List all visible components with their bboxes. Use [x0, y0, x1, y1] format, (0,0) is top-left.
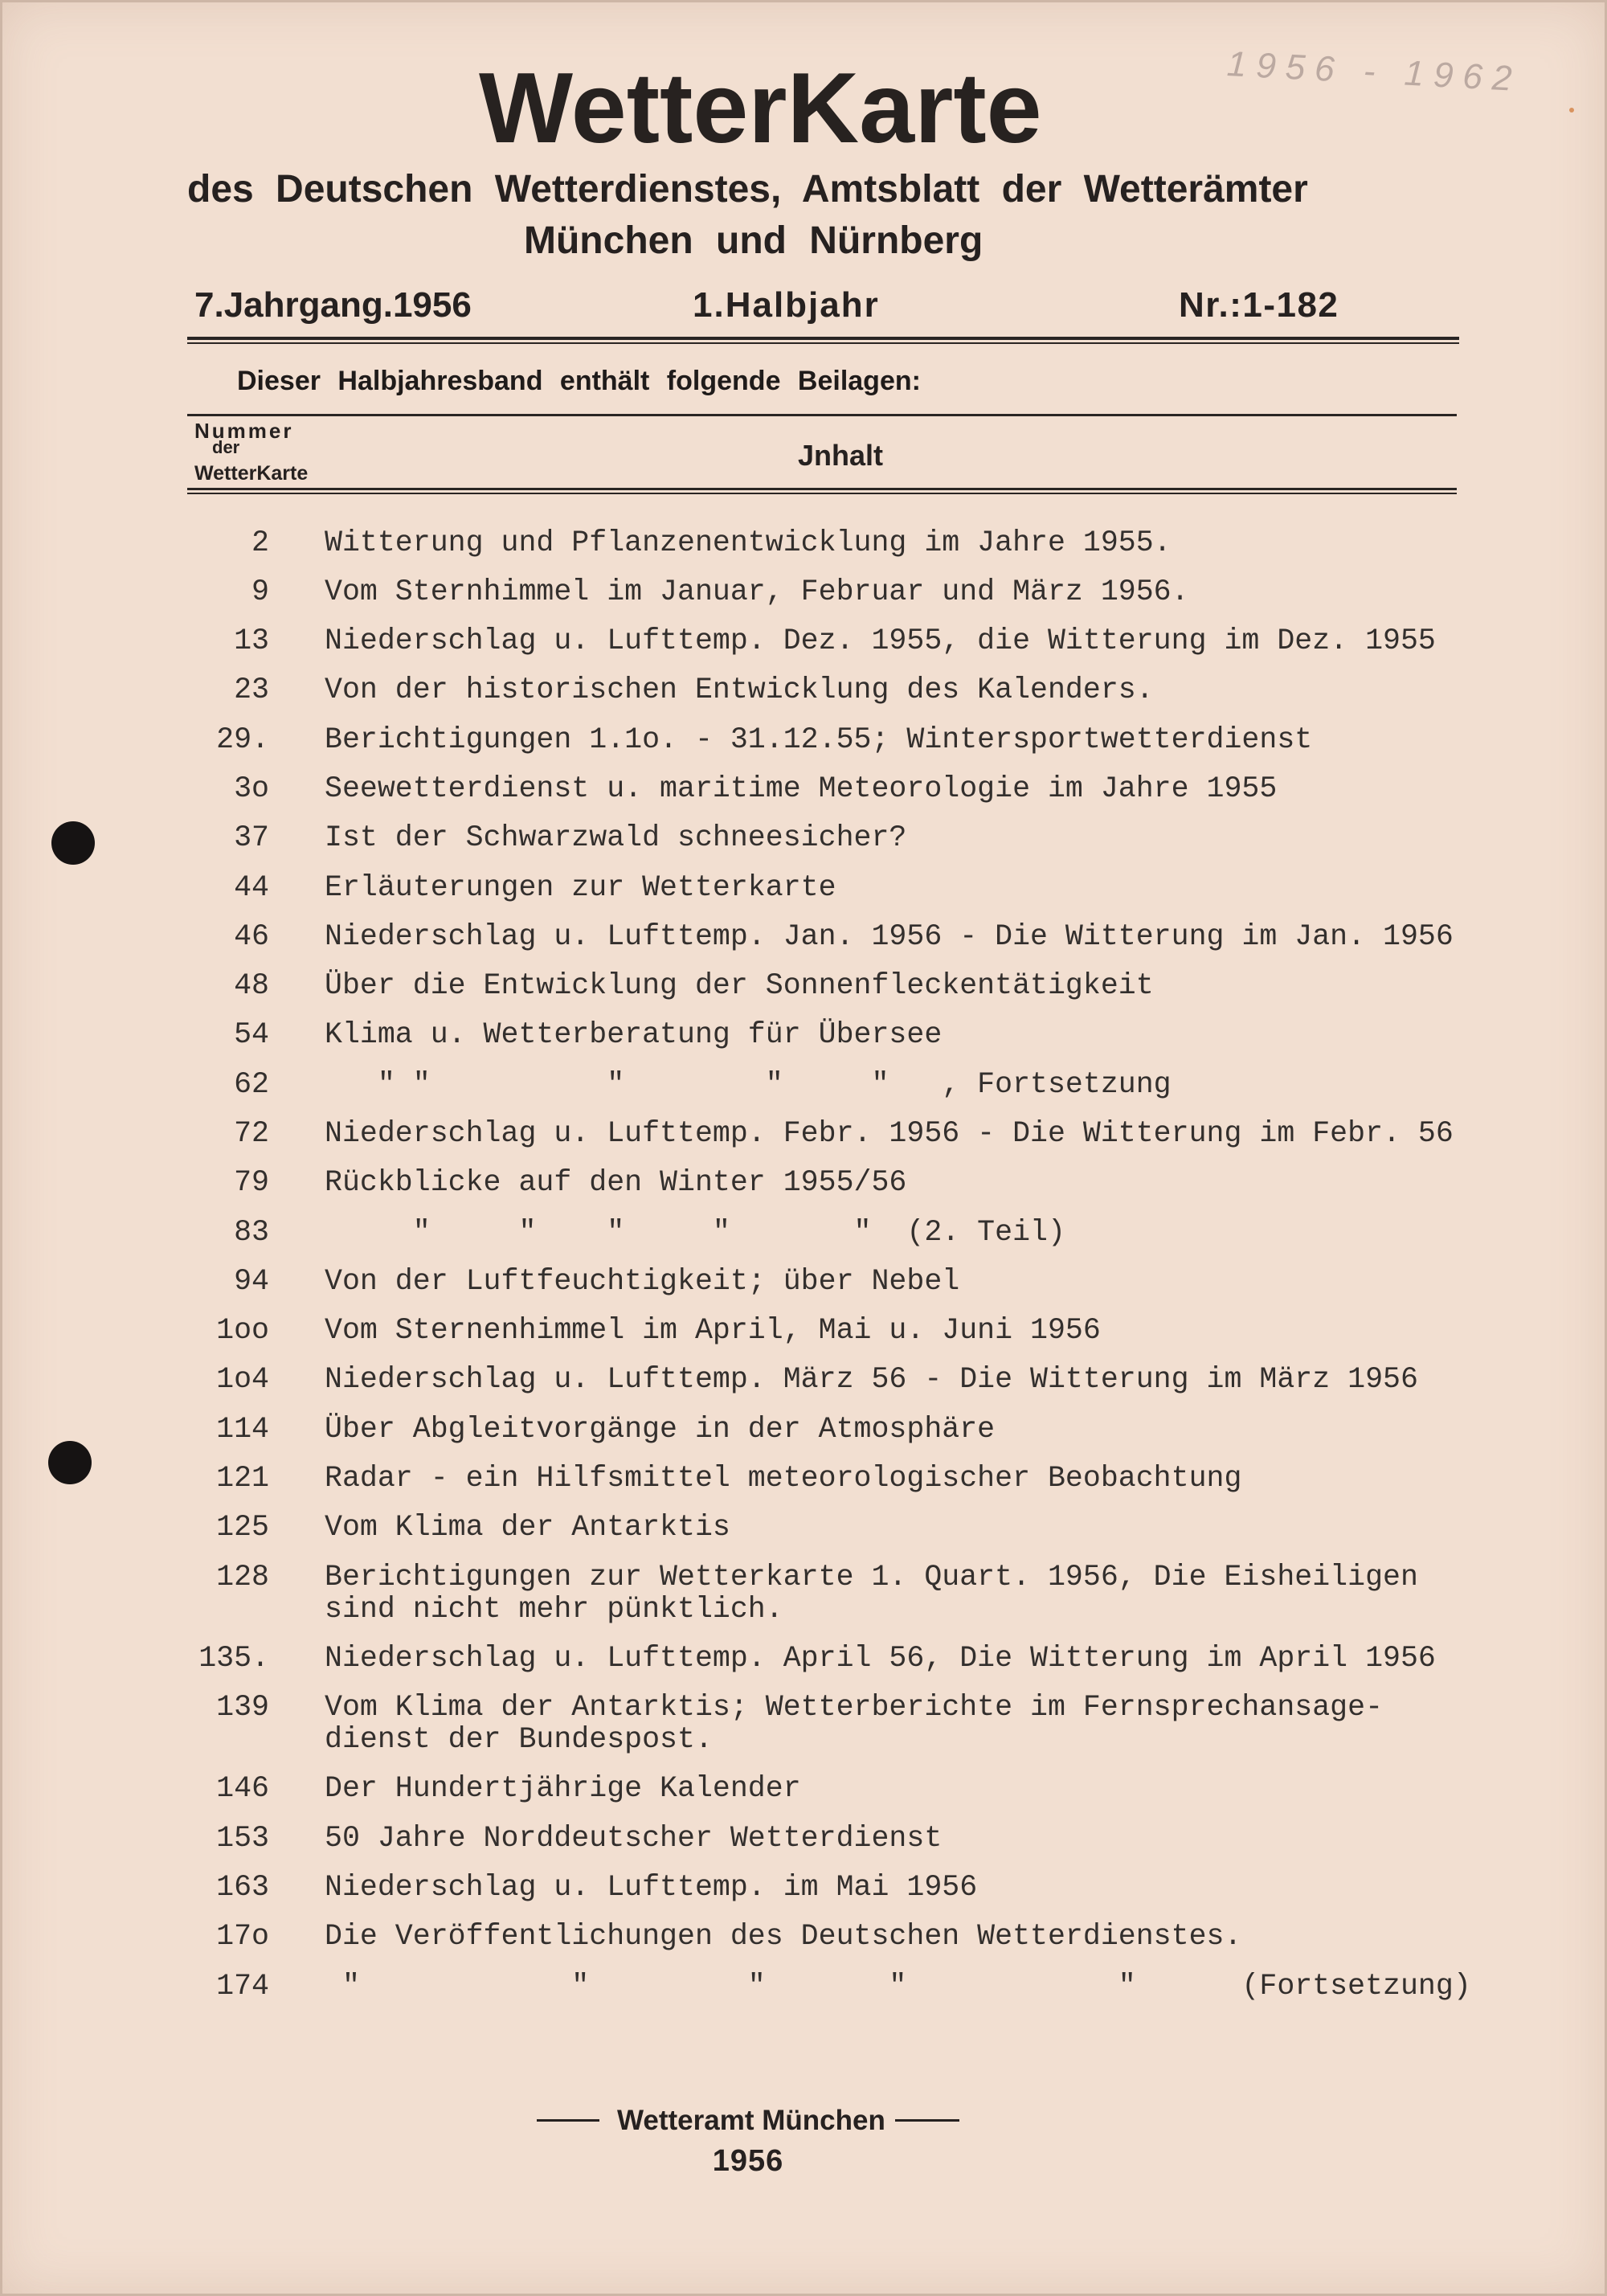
supplement-title: [325, 1773, 801, 1805]
supplement-title-line: Witterung und Pflanzenentwicklung im Jahre 1955.: [325, 526, 1172, 559]
supplement-title: [325, 1692, 1383, 1756]
map-number: 2: [251, 526, 269, 559]
map-number: 44: [234, 870, 269, 904]
supplement-title: [325, 1167, 906, 1199]
supplement-title: [325, 1019, 942, 1051]
column-header-number-line1: Nummer: [194, 419, 294, 443]
list-item: [0, 1356, 1607, 1405]
supplement-title-line: Niederschlag u. Lufttemp. Jan. 1956 - Die Witterung im Jan. 1956: [325, 919, 1454, 953]
supplement-title: [325, 527, 1172, 559]
map-number: 94: [234, 1264, 269, 1298]
supplement-title-line: Von der historischen Entwicklung des Kalenders.: [325, 673, 1154, 707]
list-item: [0, 518, 1607, 567]
issue-range: Nr.:1-182: [1179, 285, 1339, 325]
supplement-title-line: Die Veröffentlichungen des Deutschen Wetterdienstes.: [325, 1920, 1242, 1954]
table-top-rule: [187, 414, 1457, 416]
supplement-title-line: sind nicht mehr pünktlich.: [325, 1592, 783, 1626]
list-item: [0, 567, 1607, 616]
list-item: [0, 1683, 1607, 1764]
ink-speck: [1569, 108, 1574, 113]
map-number: 46: [234, 919, 269, 953]
masthead-rule-thick: [187, 337, 1459, 340]
list-item: [0, 1405, 1607, 1454]
list-item: [0, 1814, 1607, 1863]
supplement-title-line: Klima u. Wetterberatung für Übersee: [325, 1018, 943, 1052]
supplement-title: [325, 1364, 1418, 1396]
supplement-title: [325, 1463, 1241, 1495]
list-item: [0, 1257, 1607, 1306]
map-number: 139: [216, 1691, 269, 1725]
pencil-note: 1956 - 1962: [1225, 44, 1523, 100]
list-item: [0, 912, 1607, 961]
supplement-title-line: dienst der Bundespost.: [325, 1723, 713, 1757]
list-item: [0, 962, 1607, 1011]
list-item: [0, 1504, 1607, 1553]
punch-hole-lower: [48, 1441, 92, 1484]
map-number: 83: [234, 1215, 269, 1249]
supplement-title-line: Ist der Schwarzwald schneesicher?: [325, 821, 907, 855]
supplement-title-line: Berichtigungen zur Wetterkarte 1. Quart. 1956, Die Eisheiligen: [325, 1560, 1418, 1594]
list-item: [0, 1962, 1607, 2011]
supplement-title-line: Seewetterdienst u. maritime Meteorologie im Jahre 1955: [325, 772, 1278, 806]
list-item: [0, 1159, 1607, 1208]
map-number: 1oo: [216, 1314, 269, 1348]
volume-year: 7.Jahrgang.1956: [194, 285, 472, 325]
supplement-title-line: 50 Jahre Norddeutscher Wetterdienst: [325, 1821, 943, 1855]
supplement-title-line: Der Hundertjährige Kalender: [325, 1772, 801, 1806]
supplement-title-line: " " " " " , Fortsetzung: [325, 1067, 1172, 1101]
map-number: 37: [234, 821, 269, 855]
supplement-title-line: Niederschlag u. Lufttemp. März 56 - Die Witterung im März 1956: [325, 1363, 1418, 1397]
supplement-title: [325, 576, 1189, 608]
list-item: [0, 1863, 1607, 1912]
column-header-content: Jnhalt: [798, 439, 884, 472]
map-number: 114: [216, 1412, 269, 1446]
list-item: [0, 764, 1607, 813]
list-item: [0, 814, 1607, 863]
map-number: 54: [234, 1018, 269, 1052]
supplement-title: [325, 1512, 730, 1544]
supplement-title-line: Über die Entwicklung der Sonnenfleckentätigkeit: [325, 969, 1154, 1003]
map-number: 135.: [198, 1641, 269, 1675]
list-item: [0, 666, 1607, 715]
map-number: 1o4: [216, 1363, 269, 1397]
map-number: 29.: [216, 722, 269, 756]
supplement-title: [325, 970, 1154, 1002]
supplement-title-line: Berichtigungen 1.1o. - 31.12.55; Wintersportwetterdienst: [325, 722, 1313, 756]
supplement-title: [325, 1069, 1172, 1101]
supplement-title: [325, 1266, 959, 1298]
supplements-list: [0, 518, 1607, 2011]
map-number: 174: [216, 1969, 269, 2003]
list-item: [0, 1109, 1607, 1158]
supplement-title-line: Rückblicke auf den Winter 1955/56: [325, 1166, 907, 1200]
supplement-title-line: Niederschlag u. Lufttemp. April 56, Die Witterung im April 1956: [325, 1641, 1436, 1675]
supplement-title-line: Niederschlag u. Lufttemp. Febr. 1956 - Die Witterung im Febr. 56: [325, 1117, 1454, 1151]
footer-year: 1956: [712, 2144, 784, 2178]
list-item: [0, 1553, 1607, 1634]
list-item: [0, 1913, 1607, 1962]
list-item: [0, 1454, 1607, 1503]
table-header-rule-thick: [187, 488, 1457, 490]
table-header-rule-thin: [187, 493, 1457, 494]
supplement-title-line: " " " " " (2. Teil): [325, 1215, 1065, 1249]
half-year: 1.Halbjahr: [693, 285, 880, 325]
supplement-title: [325, 1921, 1241, 1953]
footer-dash-right: [895, 2119, 959, 2122]
list-item: [0, 1307, 1607, 1356]
map-number: 125: [216, 1511, 269, 1545]
supplement-title-line: Vom Klima der Antarktis; Wetterberichte im Fernsprechansage-: [325, 1691, 1384, 1725]
supplement-title: [325, 1872, 977, 1904]
map-number: 128: [216, 1560, 269, 1594]
map-number: 23: [234, 673, 269, 707]
list-item: [0, 1060, 1607, 1109]
list-item: [0, 1208, 1607, 1257]
map-number: 3o: [234, 772, 269, 806]
map-number: 153: [216, 1821, 269, 1855]
supplement-title: [325, 822, 906, 854]
column-header-number-line3: WetterKarte: [194, 462, 309, 485]
column-header-number-line2: der: [212, 437, 240, 457]
supplement-title: [325, 625, 1436, 657]
supplement-title: [325, 1217, 1065, 1249]
map-number: 163: [216, 1870, 269, 1904]
supplement-title-line: Über Abgleitvorgänge in der Atmosphäre: [325, 1412, 996, 1446]
list-item: [0, 715, 1607, 764]
supplements-intro: Dieser Halbjahresband enthält folgende Beilagen:: [237, 366, 921, 396]
list-item: [0, 1765, 1607, 1814]
map-number: 121: [216, 1461, 269, 1495]
supplement-title-line: Vom Sternhimmel im Januar, Februar und März 1956.: [325, 575, 1189, 608]
supplement-title-line: Vom Sternenhimmel im April, Mai u. Juni 1956: [325, 1314, 1101, 1348]
list-item: [0, 617, 1607, 666]
supplement-title-line: Niederschlag u. Lufttemp. im Mai 1956: [325, 1870, 978, 1904]
supplement-title-line: Radar - ein Hilfsmittel meteorologischer Beobachtung: [325, 1461, 1242, 1495]
map-number: 17o: [216, 1920, 269, 1954]
punch-hole-upper: [51, 821, 95, 865]
map-number: 79: [234, 1166, 269, 1200]
supplement-title: [325, 724, 1312, 756]
supplement-title: [325, 1643, 1436, 1675]
supplement-title: [325, 674, 1154, 706]
masthead-offices: München und Nürnberg: [524, 219, 983, 262]
supplement-title: [325, 872, 836, 904]
supplement-title-line: Von der Luftfeuchtigkeit; über Nebel: [325, 1264, 960, 1298]
list-item: [0, 1011, 1607, 1060]
map-number: 72: [234, 1117, 269, 1151]
footer-office: Wetteramt München: [617, 2105, 885, 2136]
map-number: 13: [234, 624, 269, 658]
map-number: 9: [251, 575, 269, 608]
list-item: [0, 863, 1607, 912]
supplement-title: [325, 1561, 1418, 1626]
supplement-title-line: " " " " " (Fortsetzung): [325, 1969, 1471, 2003]
supplement-title: [325, 1118, 1454, 1150]
masthead-subtitle: des Deutschen Wetterdienstes, Amtsblatt der Wetterämter: [187, 168, 1308, 211]
supplement-title: [325, 1315, 1101, 1347]
supplement-title-line: Erläuterungen zur Wetterkarte: [325, 870, 836, 904]
map-number: 146: [216, 1772, 269, 1806]
map-number: 62: [234, 1067, 269, 1101]
supplement-title: [325, 921, 1454, 953]
footer-signature: [537, 2106, 959, 2134]
supplement-title-line: Vom Klima der Antarktis: [325, 1511, 730, 1545]
map-number: 48: [234, 969, 269, 1003]
masthead-title: WetterKarte: [479, 53, 1042, 164]
supplement-title: [325, 773, 1277, 805]
supplement-title: [325, 1414, 995, 1446]
supplement-title-line: Niederschlag u. Lufttemp. Dez. 1955, die Witterung im Dez. 1955: [325, 624, 1436, 658]
footer-dash-left: [537, 2119, 599, 2122]
list-item: [0, 1634, 1607, 1683]
supplement-title: [325, 1971, 1471, 2003]
masthead-rule-thin: [187, 342, 1459, 344]
supplement-title: [325, 1823, 942, 1855]
